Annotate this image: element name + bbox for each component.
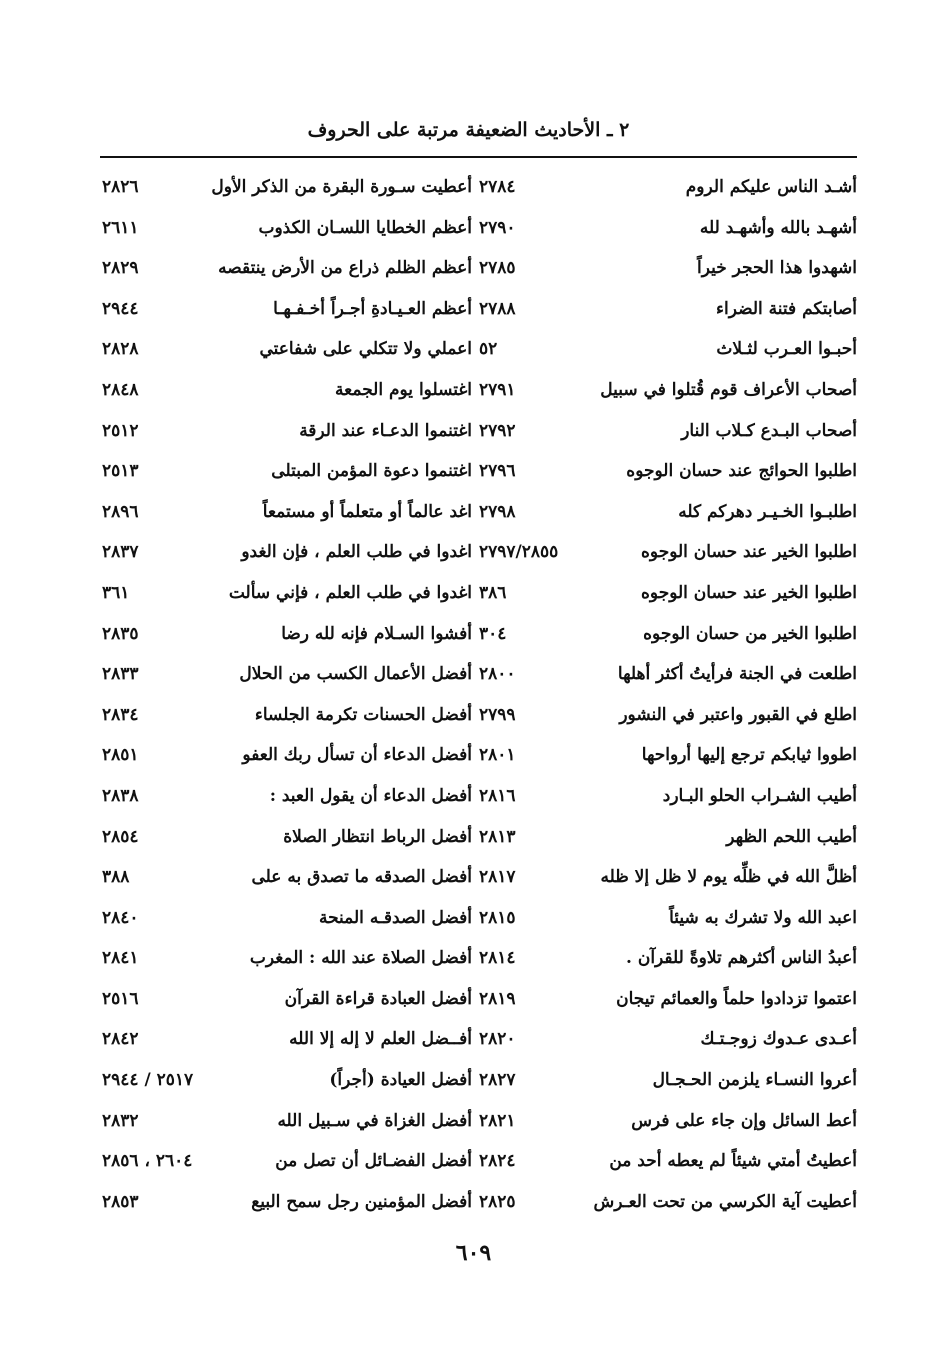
header-rule xyxy=(100,156,857,158)
entry-text: أعطيت سـورة البقرة من الذكر الأول xyxy=(211,177,472,197)
entry-reference-number: ٢٨٢١ xyxy=(479,1110,516,1131)
entry-text: اطلبوا الحوائج عند حسان الوجوه xyxy=(626,461,857,482)
index-entry xyxy=(102,980,472,1021)
index-entry xyxy=(102,493,472,534)
entry-text: اعملي ولا تتكلي على شفاعتي xyxy=(259,339,472,360)
entry-reference-number: ٢٧٩٠ xyxy=(479,217,516,238)
index-entry xyxy=(479,696,857,737)
entry-reference-number: ٣٨٦ xyxy=(479,582,507,603)
entry-reference-number: ٢٨٤٨ xyxy=(102,379,139,400)
index-entry xyxy=(102,655,472,696)
index-entry xyxy=(479,168,857,209)
running-header xyxy=(90,112,847,152)
entry-text: أشـد الناس عليكم الروم xyxy=(685,177,857,197)
entry-reference-number: ٢٨١٩ xyxy=(479,988,516,1009)
entry-text: أفضل العيادة (أجراً) xyxy=(329,1070,472,1091)
entry-text: أفضل الرباط انتظار الصلاة xyxy=(283,826,472,847)
entry-reference-number: ٢٨٥٤ xyxy=(102,826,139,847)
entry-text: أطيب الشـراب الحلو البـارد xyxy=(662,785,857,806)
entry-text: أفضل الصدقه ما تصدق به على xyxy=(251,867,472,888)
entry-reference-number: ٢٨٢٩ xyxy=(102,258,139,279)
left-index-column xyxy=(102,168,472,1223)
entry-text: اطلع في القبور واعتبر في النشور xyxy=(619,704,857,725)
index-entry xyxy=(479,818,857,859)
index-entry xyxy=(102,1183,472,1224)
index-entry xyxy=(102,818,472,859)
entry-text: أحبـوا العـرب لثـلاث xyxy=(716,339,857,360)
entry-text: اطلبوا الخير عند حسان الوجوه xyxy=(641,542,857,563)
index-entry xyxy=(102,1020,472,1061)
entry-text: اطلبوا الخير عند حسان الوجوه xyxy=(641,582,857,603)
entry-text: أعـدى عـدوك زوجـتـك xyxy=(700,1029,857,1050)
entry-text: اعتموا تزدادوا حلماً والعمائم تيجان xyxy=(616,988,857,1009)
entry-reference-number: ٢٨٤٢ xyxy=(102,1029,139,1050)
entry-reference-number: ٢٨٢٨ xyxy=(102,339,139,360)
index-entry xyxy=(102,574,472,615)
index-entry xyxy=(102,696,472,737)
entry-reference-number: ٢٦٠٤ ، ٢٨٥٦ xyxy=(102,1151,193,1172)
index-entry xyxy=(102,452,472,493)
entry-text: اطلبـوا الخـيـر دهركم كله xyxy=(678,501,857,522)
entry-text: أعط السائل وإن جاء على فرس xyxy=(631,1110,857,1131)
index-entry xyxy=(479,533,857,574)
entry-reference-number: ٢٨٣٥ xyxy=(102,623,139,644)
entry-text: اطووا ثيابكم ترجع إليها أرواحها xyxy=(641,745,857,766)
entry-reference-number: ٢٨١٤ xyxy=(479,948,516,969)
entry-reference-number: ٢٨١٣ xyxy=(479,826,516,847)
entry-reference-number: ٢٧٨٨ xyxy=(479,298,516,319)
entry-reference-number: ٢٥١٦ xyxy=(102,988,139,1009)
entry-reference-number: ٢٨٣٤ xyxy=(102,704,139,725)
index-entry xyxy=(479,939,857,980)
index-entry xyxy=(479,1183,857,1224)
entry-reference-number: ٢٨٣٧ xyxy=(102,542,139,563)
entry-reference-number: ٣٨٨ xyxy=(102,867,130,888)
entry-reference-number: ٢٥١٧ / ٢٩٤٤ xyxy=(102,1070,194,1091)
entry-reference-number: ٢٨٣٢ xyxy=(102,1110,139,1131)
index-entry xyxy=(102,899,472,940)
index-entry xyxy=(479,1142,857,1183)
entry-text: اشهدوا هذا الحجر خيراً xyxy=(697,258,857,279)
entry-reference-number: ٢٨١٦ xyxy=(479,785,516,806)
index-entry xyxy=(102,330,472,371)
index-entry xyxy=(479,330,857,371)
index-entry xyxy=(102,209,472,250)
entry-text: أفشوا السـلام فإنه لله رضا xyxy=(281,623,472,644)
index-entry xyxy=(479,736,857,777)
entry-text: أعطيت آية الكرسي من تحت العـرش xyxy=(593,1191,857,1212)
index-entry xyxy=(102,1142,472,1183)
page-number: ٦٠٩ xyxy=(455,1240,492,1266)
entry-text: أعظم الخطايا اللسـان الكذوب xyxy=(258,217,472,238)
index-entry xyxy=(102,1061,472,1102)
entry-text: أعطيتُ أمتي شيئاً لم يعطه أحد من xyxy=(609,1151,857,1172)
entry-reference-number: ٢٧٩٦ xyxy=(479,461,516,482)
entry-reference-number: ٢٨٢٥ xyxy=(479,1191,516,1212)
entry-reference-number: ٢٩٤٤ xyxy=(102,298,139,319)
index-entry xyxy=(102,412,472,453)
entry-text: أصحاب البـدع كـلاب النار xyxy=(681,420,857,441)
entry-text: أشهـد بالله وأشهـد لله xyxy=(699,217,857,238)
index-entry xyxy=(479,655,857,696)
entry-text: اطلعت في الجنة فرأيتُ أكثر أهلها xyxy=(617,664,857,685)
index-entry xyxy=(102,1102,472,1143)
index-entry xyxy=(102,939,472,980)
index-entry xyxy=(479,290,857,331)
entry-text: أظلَّ الله في ظلِّه يوم لا ظل إلا ظله xyxy=(600,867,857,888)
entry-text: اعبد الله ولا تشرك به شيئاً xyxy=(669,907,857,928)
entry-text: اغتسلوا يوم الجمعة xyxy=(335,379,472,400)
entry-reference-number: ٢٨٤٠ xyxy=(102,907,139,928)
entry-text: اغدوا في طلب العلم ، فإن الغدو xyxy=(241,542,472,563)
index-entry xyxy=(479,858,857,899)
entry-reference-number: ٢٨٥٣ xyxy=(102,1191,139,1212)
entry-text: اغد عالماً أو متعلماً أو مستمعاً xyxy=(262,501,472,522)
entry-text: أفضل الدعاء أن تسأل ربك العفو xyxy=(242,745,472,766)
entry-text: أفضل المؤمنين رجل سمح البيع xyxy=(251,1191,472,1212)
index-entry xyxy=(479,371,857,412)
entry-text: أفــضل العلم لا إله إلا الله xyxy=(289,1029,472,1050)
entry-reference-number: ٢٧٨٤ xyxy=(479,177,516,197)
index-entry xyxy=(479,574,857,615)
entry-reference-number: ٢٨٠٠ xyxy=(479,664,516,685)
entry-text: أصابتكم فتنة الضراء xyxy=(716,298,857,319)
right-index-column xyxy=(479,168,857,1223)
entry-text: أفضل الغزاة في سـبيل الله xyxy=(277,1110,472,1131)
index-entry xyxy=(102,290,472,331)
index-entry xyxy=(479,899,857,940)
entry-reference-number: ٢٨١٥ xyxy=(479,907,516,928)
entry-reference-number: ٢٨٢٤ xyxy=(479,1151,516,1172)
entry-reference-number: ٥٢ xyxy=(479,339,498,360)
entry-text: أفضل الحسنات تكرمة الجلساء xyxy=(254,704,472,725)
entry-text: اطلبوا الخير من حسان الوجوه xyxy=(643,623,857,644)
entry-reference-number: ٢٨٢٠ xyxy=(479,1029,516,1050)
entry-text: أفضل الصلاة عند الله : المغرب xyxy=(249,948,472,969)
index-entry xyxy=(479,249,857,290)
entry-text: اغتنموا دعوة المؤمن المبتلى xyxy=(271,461,472,482)
entry-text: أفضل الصدقـه المنحة xyxy=(318,907,472,928)
index-entry xyxy=(479,1102,857,1143)
entry-text: اغتنموا الدعـاء عند الرقة xyxy=(299,420,472,441)
entry-reference-number: ٢٧٩١ xyxy=(479,379,516,400)
index-entry xyxy=(479,777,857,818)
entry-text: أفضل العبادة قراءة القرآن xyxy=(284,988,472,1009)
entry-reference-number: ٢٨٩٦ xyxy=(102,501,139,522)
entry-text: أصحاب الأعراف قوم قُتلوا في سبيل xyxy=(600,379,857,400)
entry-reference-number: ٢٧٨٥ xyxy=(479,258,516,279)
entry-text: أفضل الأعمال الكسب من الحلال xyxy=(239,664,472,685)
entry-reference-number: ٢٨٤١ xyxy=(102,948,139,969)
index-entry xyxy=(479,209,857,250)
entry-reference-number: ٢٨٢٧ xyxy=(479,1070,516,1091)
entry-text: أعبدُ الناس أكثرهم تلاوةً للقرآن . xyxy=(626,948,857,969)
index-entry xyxy=(102,777,472,818)
entry-text: أطيب اللحم الظهر xyxy=(726,826,857,847)
index-entry xyxy=(479,452,857,493)
index-entry xyxy=(102,249,472,290)
entry-reference-number: ٢٥١٢ xyxy=(102,420,139,441)
index-entry xyxy=(479,980,857,1021)
entry-reference-number: ٢٥١٣ xyxy=(102,461,139,482)
entry-text: أفضل الفضـائل أن تصل من xyxy=(275,1151,472,1172)
index-entry xyxy=(102,858,472,899)
entry-reference-number: ٢٨٢٦ xyxy=(102,177,139,197)
index-entry xyxy=(102,168,472,209)
entry-text: أعروا النسـاء يلزمن الحـجـال xyxy=(652,1070,857,1091)
index-entry xyxy=(102,615,472,656)
entry-text: أعظم الظلم ذراع من الأرض ينتقصه xyxy=(218,258,472,279)
entry-text: أفضل الدعاء أن يقول العبد : xyxy=(269,785,472,806)
entry-text: أعظم العـيـادةِ أجـراً أخـفـهـا xyxy=(273,298,472,319)
index-entry xyxy=(102,736,472,777)
entry-reference-number: ٢٧٩٨ xyxy=(479,501,516,522)
entry-reference-number: ٢٧٩٩ xyxy=(479,704,516,725)
entry-reference-number: ٢٨٣٨ xyxy=(102,785,139,806)
index-entry xyxy=(479,1061,857,1102)
entry-reference-number: ٢٨٠١ xyxy=(479,745,516,766)
entry-reference-number: ٣٦١ xyxy=(102,582,130,603)
index-entry xyxy=(479,412,857,453)
header-title: ٢ ـ الأحاديث الضعيفة مرتبة على الحروف xyxy=(307,119,630,141)
entry-text: اغدوا في طلب العلم ، فإني سألت xyxy=(228,582,472,603)
index-entry xyxy=(479,1020,857,1061)
entry-reference-number: ٢٦١١ xyxy=(102,217,139,238)
index-entry xyxy=(102,533,472,574)
entry-reference-number: ٢٨٥١ xyxy=(102,745,139,766)
entry-reference-number: ٢٨١٧ xyxy=(479,867,516,888)
index-entry xyxy=(479,615,857,656)
entry-reference-number: ٣٠٤ xyxy=(479,623,507,644)
entry-reference-number: ٢٨٣٣ xyxy=(102,664,139,685)
index-entry xyxy=(102,371,472,412)
entry-reference-number: ٢٧٩٢ xyxy=(479,420,516,441)
index-entry xyxy=(479,493,857,534)
entry-reference-number: ٢٧٩٧/٢٨٥٥ xyxy=(479,542,559,563)
